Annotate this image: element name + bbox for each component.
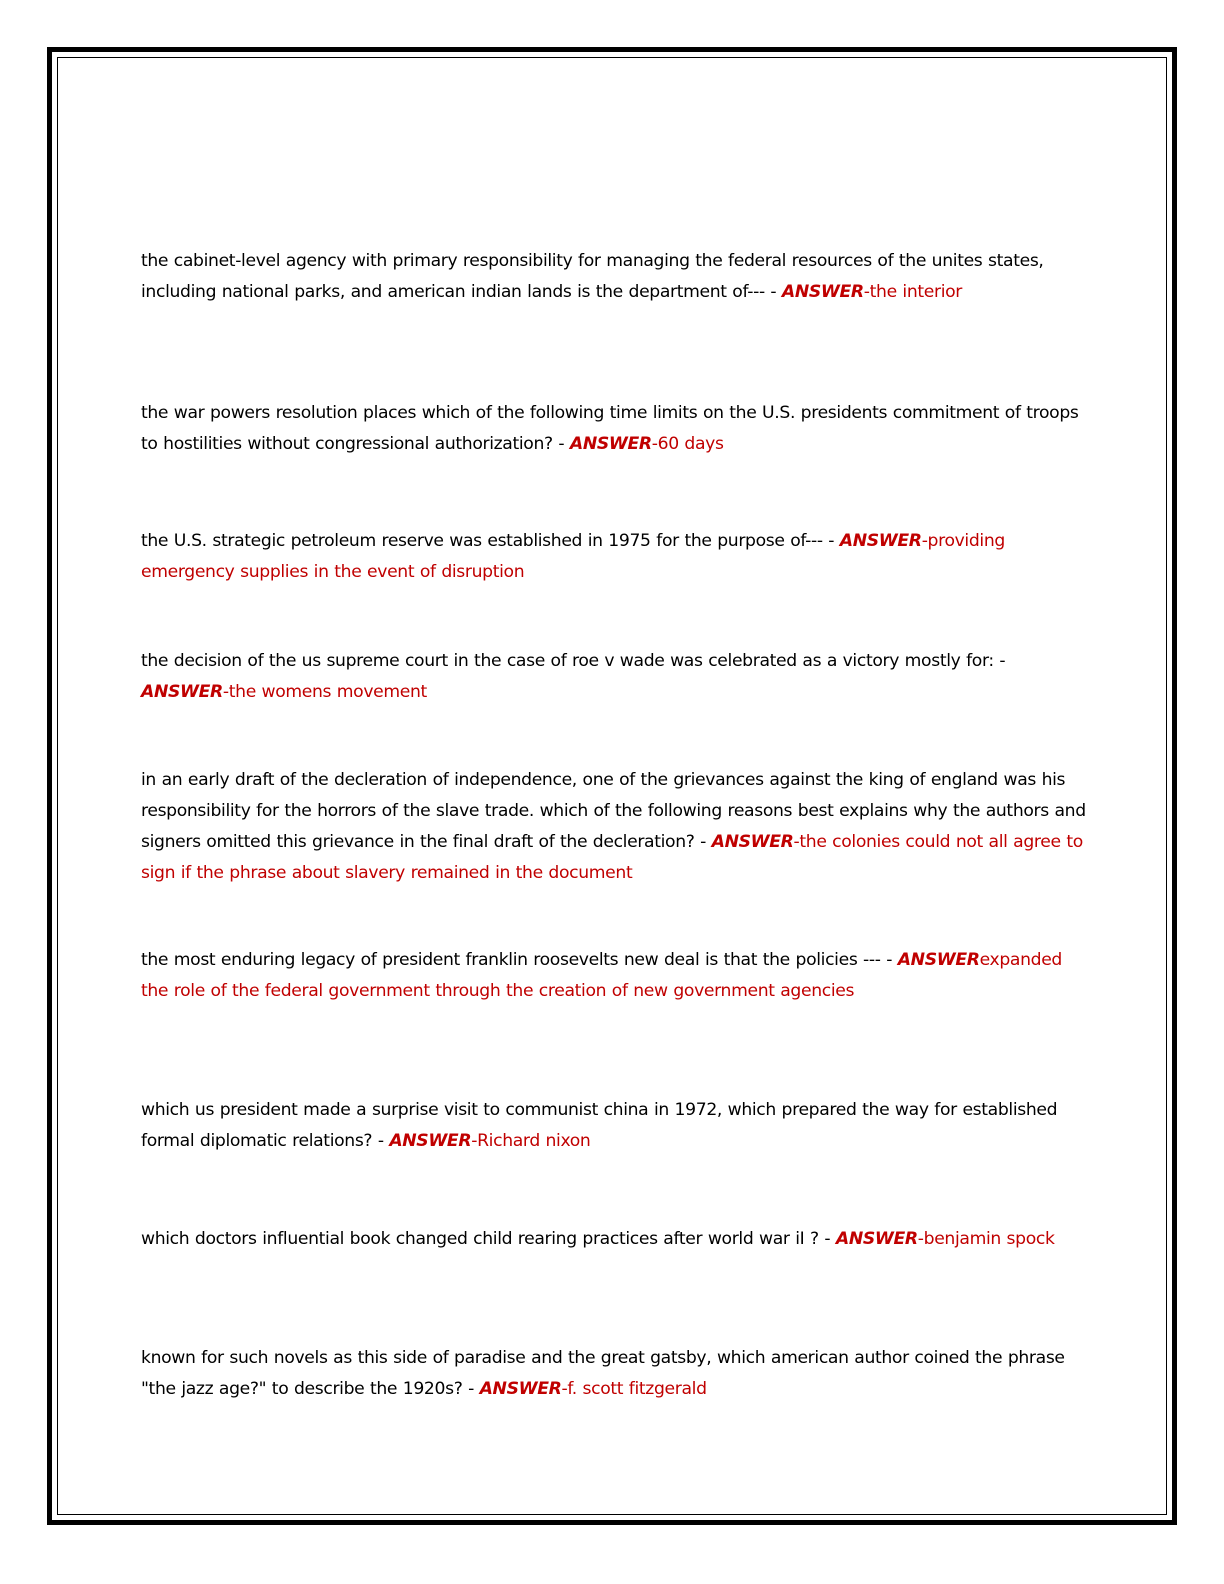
answer-text: -the womens movement: [222, 682, 427, 702]
answer-text: expanded the role of the federal government through the creation of new government agencies: [141, 950, 1062, 1001]
answer-label: ANSWER: [141, 682, 223, 702]
question-text: the most enduring legacy of president franklin roosevelts new deal is that the policies ---: [141, 950, 881, 970]
question-text: which us president made a surprise visit to communist china in 1972, which prepared the way for established formal diplomatic relations?: [141, 1100, 1058, 1151]
separator: -: [372, 1131, 390, 1151]
answer-text: -the colonies could not all agree to sign if the phrase about slavery remained in the document: [141, 832, 1083, 883]
question-text: which doctors influential book changed child rearing practices after world war iI ?: [141, 1229, 819, 1249]
qa-item: [141, 945, 1091, 1007]
qa-item: [141, 646, 1091, 708]
answer-label: ANSWER: [389, 1131, 472, 1151]
answer-label: ANSWER: [781, 282, 864, 302]
question-text: known for such novels as this side of paradise and the great gatsby, which american author coined the phrase "the jazz age?" to describe the 1920s?: [141, 1348, 1065, 1399]
separator: -: [993, 651, 1006, 671]
separator: -: [880, 950, 898, 970]
answer-label: ANSWER: [839, 531, 922, 551]
qa-item: [141, 1343, 1091, 1405]
answer-label: ANSWER: [569, 434, 652, 454]
qa-item: [141, 246, 1091, 308]
answer-label: ANSWER: [479, 1379, 562, 1399]
separator: -: [552, 434, 570, 454]
separator: -: [822, 531, 840, 551]
qa-item: [141, 526, 1091, 588]
separator: -: [462, 1379, 480, 1399]
answer-text: -benjamin spock: [917, 1229, 1055, 1249]
answer-text: -f. scott fitzgerald: [561, 1379, 707, 1399]
qa-item: [141, 398, 1091, 460]
separator: -: [764, 282, 782, 302]
answer-text: -providing emergency supplies in the event of disruption: [141, 531, 1005, 582]
question-text: the U.S. strategic petroleum reserve was established in 1975 for the purpose of---: [141, 531, 823, 551]
separator: -: [694, 832, 712, 852]
answer-text: -the interior: [863, 282, 963, 302]
answer-text: -Richard nixon: [471, 1131, 591, 1151]
answer-text: -60 days: [651, 434, 724, 454]
answer-label: ANSWER: [711, 832, 794, 852]
qa-item: [141, 1224, 1091, 1255]
separator: -: [818, 1229, 836, 1249]
answer-label: ANSWER: [835, 1229, 918, 1249]
qa-item: [141, 1095, 1091, 1157]
answer-label: ANSWER: [897, 950, 980, 970]
question-text: the cabinet-level agency with primary responsibility for managing the federal resources of the unites states, including national parks, and american indian lands is the department of---: [141, 251, 1044, 302]
question-text: in an early draft of the decleration of independence, one of the grievances against the king of england was his responsibility for the horrors of the slave trade. which of the following reasons best explains why the authors and signers omitted this grievance in the final draft of the decleration?: [141, 770, 1086, 852]
question-text: the decision of the us supreme court in the case of roe v wade was celebrated as a victory mostly for:: [141, 651, 994, 671]
qa-item: [141, 765, 1091, 889]
question-text: the war powers resolution places which of the following time limits on the U.S. presidents commitment of troops to hostilities without congressional authorization?: [141, 403, 1079, 454]
